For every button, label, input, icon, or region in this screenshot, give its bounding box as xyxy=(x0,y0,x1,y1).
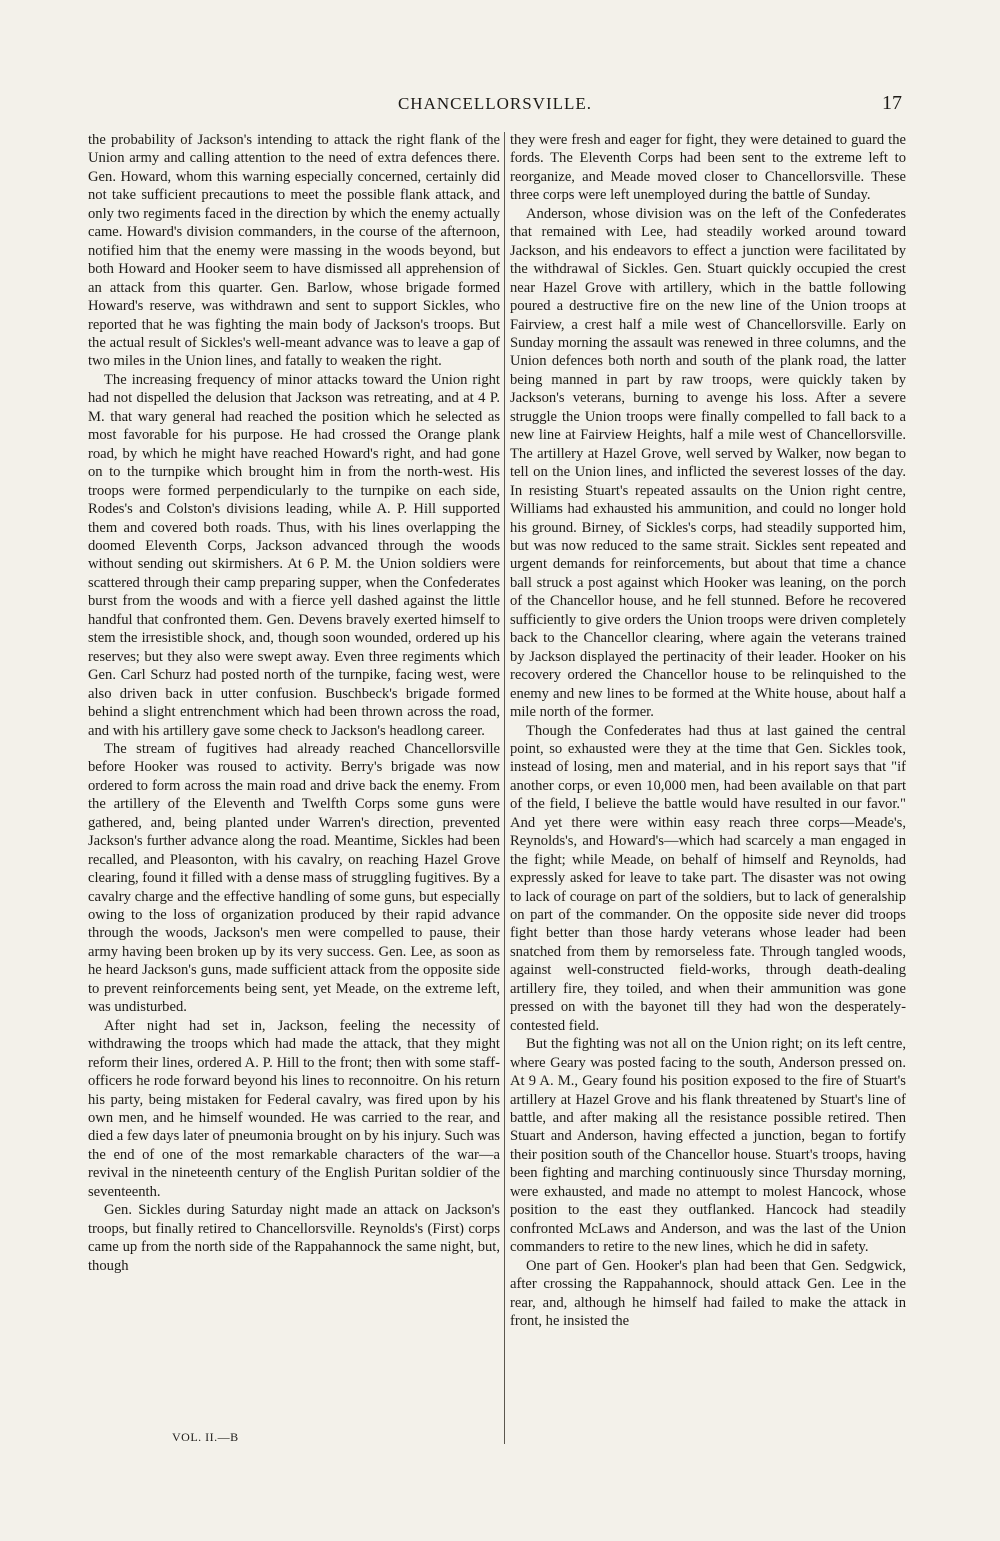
signature-mark: VOL. II.—B xyxy=(172,1430,239,1444)
paragraph: After night had set in, Jackson, feeling the necessity of withdrawing the troops which had made the attack, that they might reform their lines, ordered A. P. Hill to the front; then with some staff-officers he rode forward beyond his lines to reconnoitre. On his return his party, being mistaken for Federal cavalry, was fired upon by his own men, and he himself wounded. He was carried to the rear, and died a few days later of pneumonia brought on by his injury. Such was the end of one of the most remarkable characters of the war—a revival in the nineteenth century of the English Puritan soldier of the seventeenth. xyxy=(88,1017,500,1200)
running-head xyxy=(82,94,908,120)
paragraph: But the fighting was not all on the Union right; on its left centre, where Geary was posted facing to the south, Anderson pressed on. At 9 A. M., Geary found his position exposed to the fire of Stuart's artillery at Hazel Grove and his flank threatened by Stuart's line of battle, and after making all the resistance possible retired. Then Stuart and Anderson, having effected a junction, began to fortify their position south of the Chancellor house. Stuart's troops, having been fighting and marching continuously since Thursday morning, were exhausted, and made no attempt to molest Hancock, whose position to the east they outflanked. Hancock had steadily confronted McLaws and Anderson, and was the last of the Union commanders to retire to the new lines, which he did in safety. xyxy=(510,1036,906,1256)
paragraph: they were fresh and eager for fight, they were detained to guard the fords. The Eleventh Corps had been sent to the extreme left to reorganize, and Meade moved closer to Chancellorsville. These three corps were left unemployed during the battle of Sunday. xyxy=(510,132,906,204)
paragraph: The increasing frequency of minor attacks toward the Union right had not dispelled the delusion that Jackson was retreating, and at 4 P. M. that wary general had reached the position which he selected as most favorable for his purpose. He had crossed the Orange plank road, by which he might have reached Howard's right, and had gone on to the turnpike which brought him in from the north-west. His troops were formed perpendicularly to the turnpike on each side, Rodes's and Colston's divisions leading, while A. P. Hill supported them and covered both roads. Thus, with his lines overlapping the doomed Eleventh Corps, Jackson advanced through the woods without sending out skirmishers. At 6 P. M. the Union soldiers were scattered through their camp preparing supper, when the Confederates burst from the woods and with a fierce yell dashed against the little handful that confronted them. Gen. Devens bravely exerted himself to stem the irresistible shock, and, though soon wounded, ordered up his reserves; but they also were swept away. Even three regiments which Gen. Carl Schurz had posted north of the turnpike, facing west, were also driven back in utter confusion. Buschbeck's brigade formed behind a slight entrenchment which had been thrown across the road, and with his artillery gave some check to Jackson's headlong career. xyxy=(88,371,500,739)
column-divider xyxy=(504,132,505,1444)
paragraph: The stream of fugitives had already reached Chancellorsville before Hooker was roused to activity. Berry's brigade was now ordered to form across the main road and drive back the enemy. From the artillery of the Eleventh and Twelfth Corps some guns were gathered, and, being planted under Warren's direction, prevented Jackson's further advance along the road. Meantime, Sickles had been recalled, and Pleasonton, with his cavalry, on reaching Hazel Grove clearing, found it filled with a dense mass of struggling fugitives. By a cavalry charge and the effective handling of some guns, but especially owing to the loss of organization produced by their rapid advance through the woods, Jackson's men were compelled to pause, their army having been broken up by its very success. Gen. Lee, as soon as he heard Jackson's guns, made sufficient attack from the opposite side to prevent reinforcements being sent, yet Meade, on the extreme left, was undisturbed. xyxy=(88,740,500,1016)
left-column xyxy=(88,131,500,1275)
paragraph: Anderson, whose division was on the left of the Confederates that remained with Lee, had steadily worked around toward Jackson, and his endeavors to effect a junction were facilitated by the withdrawal of Sickles. Gen. Stuart quickly occupied the crest near Hazel Grove with artillery, which in the battle following poured a destructive fire on the new line of the Union troops at Fairview, a crest half a mile west of Chancellorsville. Early on Sunday morning the assault was renewed in three columns, and the Union defences both north and south of the plank road, the latter being manned in part by raw troops, were quickly taken by Jackson's veterans, burning to avenge his loss. After a severe struggle the Union troops were finally compelled to fall back to a new line at Fairview Heights, half a mile west of Chancellorsville. The artillery at Hazel Grove, well served by Walker, now began to tell on the Union lines, and inflicted the severest losses of the day. In resisting Stuart's repeated assaults on the Union right centre, Williams had exhausted his ammunition, and could no longer hold his ground. Birney, of Sickles's corps, had steadily supported him, but was now reduced to the same strait. Sickles sent repeated and urgent demands for reinforcements, but about that time a chance ball struck a post against which Hooker was leaning, on the porch of the Chancellor house, and he fell stunned. Before he recovered sufficiently to give orders the Union troops were driven completely back to the Chancellor clearing, where again the veterans trained by Jackson displayed the pertinacity of their leader. Hooker on his recovery ordered the Chancellor house to be relinquished to the enemy and new lines to be formed at the White house, about half a mile north of the former. xyxy=(510,205,906,721)
paragraph: One part of Gen. Hooker's plan had been that Gen. Sedgwick, after crossing the Rappahannock, should attack Gen. Lee in the rear, and, although he himself had failed to make the attack in front, he insisted the xyxy=(510,1257,906,1329)
page-title: CHANCELLORSVILLE. xyxy=(397,94,593,113)
page-number: 17 xyxy=(882,92,902,114)
paragraph: Though the Confederates had thus at last gained the central point, so exhausted were they at the time that Gen. Sickles took, instead of losing, men and material, and in his report says that "if another corps, or even 10,000 men, had been available on that part of the field, I believe the battle would have resulted in our favor." And yet there were within easy reach three corps—Meade's, Reynolds's, and Howard's—which had scarcely a man engaged in the fight; while Meade, on behalf of himself and Reynolds, had expressly asked for leave to take part. The disaster was not owing to lack of courage on part of the soldiers, but to lack of generalship on part of the commander. On the opposite side never did troops fight better than those hardy veterans whose leader had been snatched from them by remorseless fate. Through tangled woods, against well-constructed field-works, through death-dealing artillery fire, they toiled, and when their ammunition was gone pressed on with the bayonet till they had won the desperately-contested field. xyxy=(510,722,906,1034)
right-column xyxy=(510,131,906,1330)
paragraph: Gen. Sickles during Saturday night made an attack on Jackson's troops, but finally retired to Chancellorsville. Reynolds's (First) corps came up from the north side of the Rappahannock the same night, but, though xyxy=(88,1202,500,1274)
paragraph: the probability of Jackson's intending to attack the right flank of the Union army and calling attention to the need of extra defences there. Gen. Howard, whom this warning especially concerned, certainly did not take sufficient precautions to meet the possible flank attack, and only two regiments faced in the direction by which the enemy actually came. Howard's division commanders, in the course of the afternoon, notified him that the enemy were massing in the woods beyond, but both Howard and Hooker seem to have dismissed all apprehension of an attack from this quarter. Gen. Barlow, whose brigade formed Howard's reserve, was withdrawn and sent to support Sickles, who reported that he was fighting the main body of Jackson's troops. But the actual result of Sickles's well-meant advance was to leave a gap of two miles in the Union lines, and fatally to weaken the right. xyxy=(88,132,500,370)
